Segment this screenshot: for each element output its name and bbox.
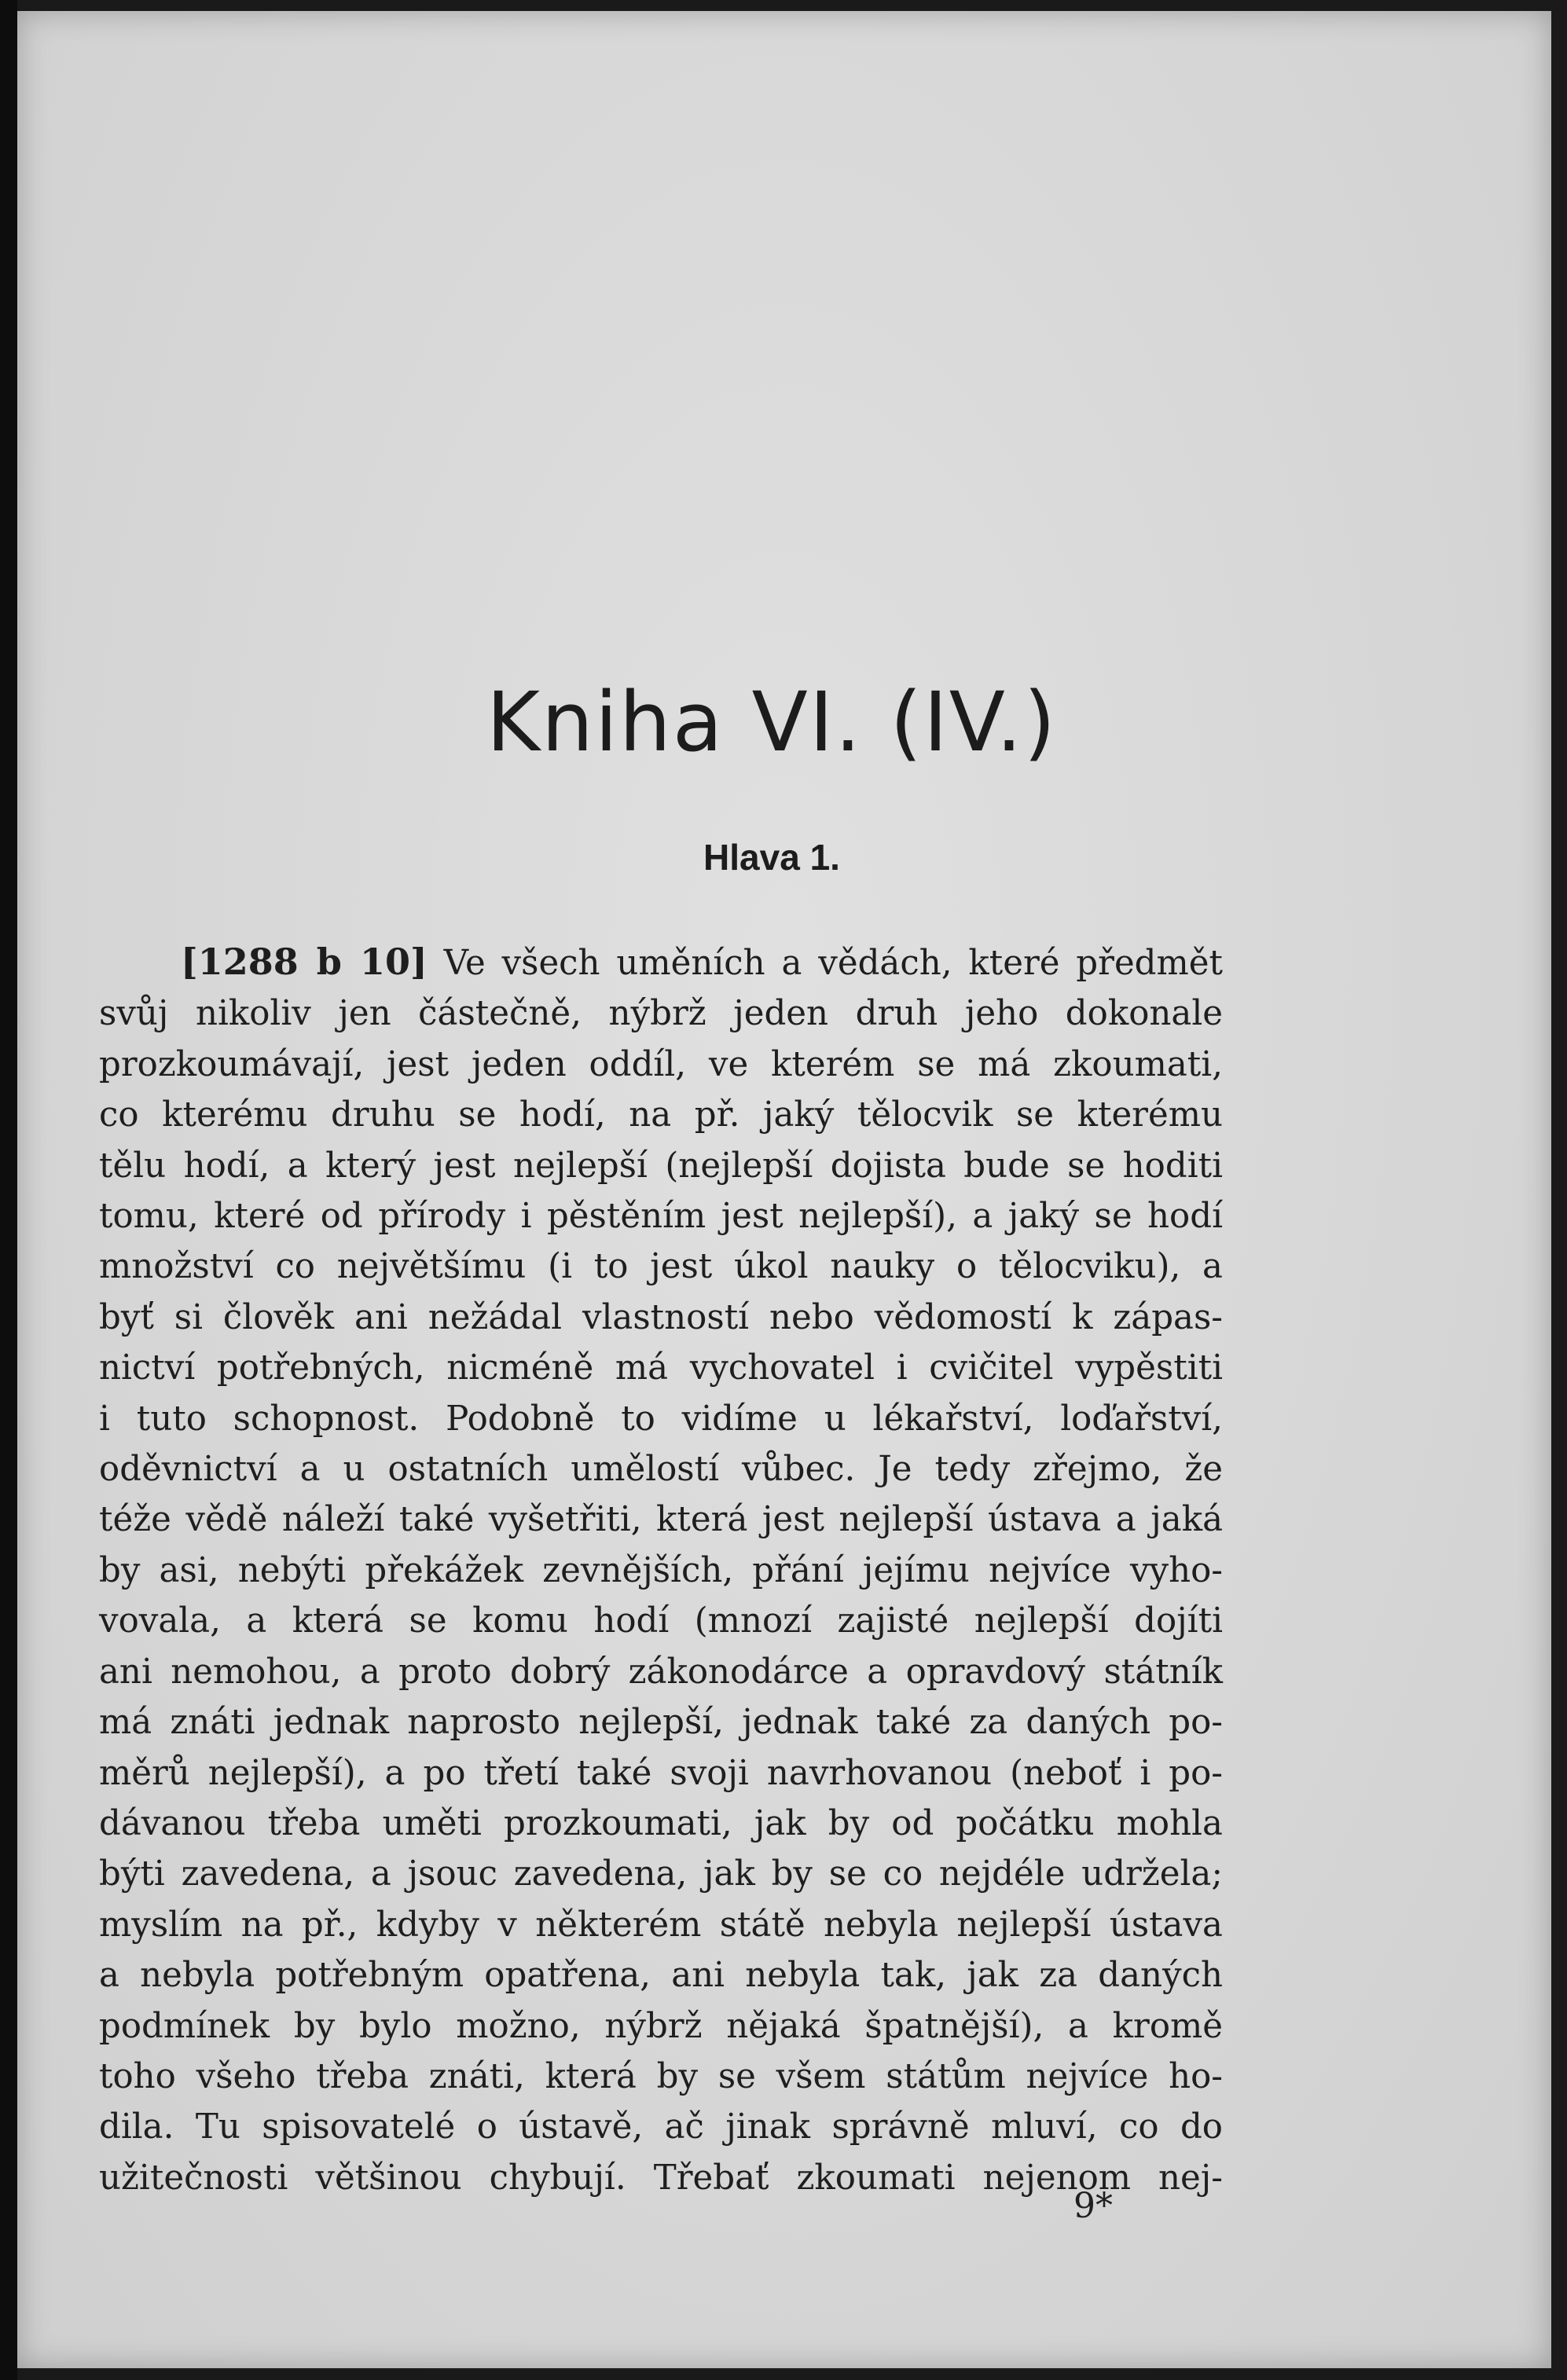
text-line: by asi, nebýti překážek zevnějších, přání jejímu nejvíce vyho-: [99, 1550, 1223, 1590]
text-line: tělu hodí, a který jest nejlepší (nejlepší dojista bude se hoditi: [99, 1146, 1223, 1186]
text-line: co kterému druhu se hodí, na př. jaký tělocvik se kterému: [99, 1095, 1223, 1135]
text-line: oděvnictví a u ostatních umělostí vůbec. Je tedy zřejmo, že: [99, 1450, 1223, 1490]
text-line: má znáti jednak naprosto nejlepší, jednak také za daných po-: [99, 1703, 1223, 1743]
text-line: téže vědě náleží také vyšetřiti, která jest nejlepší ústava a jaká: [99, 1500, 1223, 1540]
text-line: měrů nejlepší), a po třetí také svoji navrhovanou (neboť i po-: [99, 1753, 1223, 1793]
scan-edge: [0, 0, 17, 2380]
text-line: [99, 937, 1223, 988]
text-line: ani nemohou, a proto dobrý zákonodárce a opravdový státník: [99, 1652, 1223, 1692]
text-line: tomu, které od přírody i pěstěním jest nejlepší), a jaký se hodí: [99, 1197, 1223, 1237]
text-line: i tuto schopnost. Podobně to vidíme u lékařství, loďařství,: [99, 1399, 1223, 1439]
signature-mark: 9*: [1073, 2186, 1113, 2226]
text-line: nictví potřebných, nicméně má vychovatel i cvičitel vypěstiti: [99, 1348, 1223, 1388]
text-line: dávanou třeba uměti prozkoumati, jak by od počátku mohla: [99, 1803, 1223, 1843]
chapter-heading: Hlava 1.: [703, 837, 840, 878]
body-paragraph: [99, 937, 1223, 2203]
text-line: podmínek by bylo možno, nýbrž nějaká špatnější), a kromě: [99, 2006, 1223, 2046]
text-line: užitečnosti většinou chybují. Třebať zkoumati nejenom nej-: [99, 2158, 1223, 2198]
text-line-content: Ve všech uměních a vědách, které předmět: [427, 944, 1224, 983]
text-line: toho všeho třeba znáti, která by se všem státům nejvíce ho-: [99, 2056, 1223, 2096]
bekker-reference: [1288 b 10]: [181, 941, 428, 983]
text-line: býti zavedena, a jsouc zavedena, jak by se co nejdéle udržela;: [99, 1854, 1223, 1894]
text-line: a nebyla potřebným opatřena, ani nebyla tak, jak za daných: [99, 1956, 1223, 1996]
book-title: Kniha VI. (IV.): [486, 674, 1058, 770]
text-line: byť si člověk ani nežádal vlastností nebo vědomostí k zápas-: [99, 1297, 1223, 1337]
text-line: prozkoumávají, jest jeden oddíl, ve kterém se má zkoumati,: [99, 1044, 1223, 1084]
text-line: myslím na př., kdyby v některém státě nebyla nejlepší ústava: [99, 1905, 1223, 1945]
text-line: svůj nikoliv jen částečně, nýbrž jeden druh jeho dokonale: [99, 994, 1223, 1034]
text-line: dila. Tu spisovatelé o ústavě, ač jinak správně mluví, co do: [99, 2107, 1223, 2147]
text-line: množství co největšímu (i to jest úkol nauky o tělocviku), a: [99, 1247, 1223, 1287]
text-line: vovala, a která se komu hodí (mnozí zajisté nejlepší dojíti: [99, 1601, 1223, 1641]
